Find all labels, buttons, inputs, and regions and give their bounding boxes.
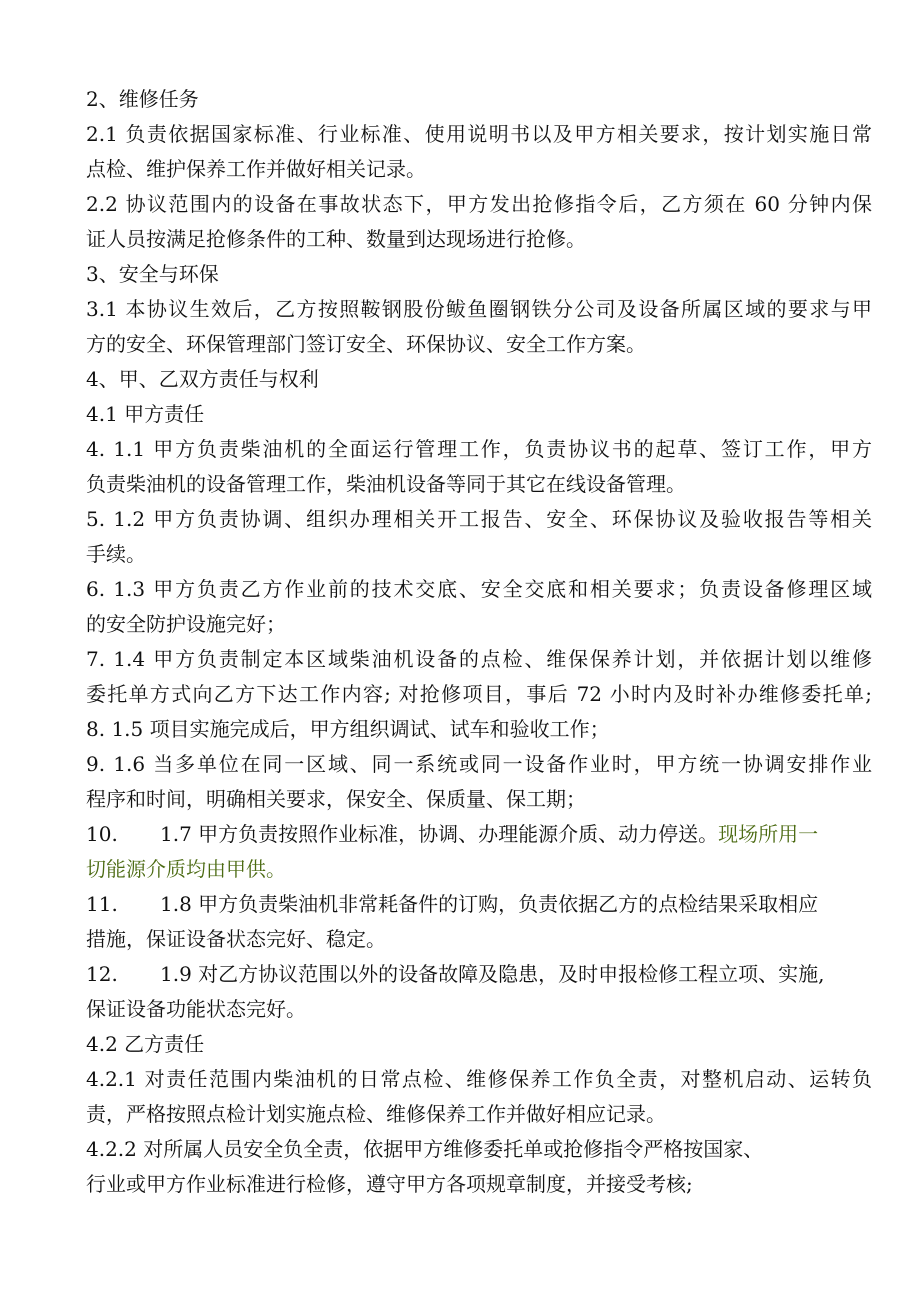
paragraph-line: 8. 1.5 项目实施完成后，甲方组织调试、试车和验收工作； <box>86 717 610 741</box>
subsection-heading-party-b: 4.2 乙方责任 <box>86 1032 205 1056</box>
paragraph-line: 措施，保证设备状态完好、稳定。 <box>86 927 386 951</box>
paragraph-line: 委托单方式向乙方下达工作内容; 对抢修项目，事后 72 小时内及时补办维修委托单; <box>86 682 872 706</box>
highlighted-text-line: 切能源介质均由甲供。 <box>86 857 286 881</box>
paragraph-line: 2.1 负责依据国家标准、行业标准、使用说明书以及甲方相关要求，按计划实施日常 <box>86 122 872 146</box>
item-text: 1.7 甲方负责按照作业标准，协调、办理能源介质、动力停送。 <box>160 822 719 846</box>
section-heading-responsibilities: 4、甲、乙双方责任与权利 <box>86 367 319 391</box>
item-number: 12. <box>86 962 118 986</box>
paragraph-line: 点检、维护保养工作并做好相关记录。 <box>86 157 426 181</box>
paragraph-line: 7. 1.4 甲方负责制定本区域柴油机设备的点检、维保保养计划，并依据计划以维修 <box>86 647 872 671</box>
item-text: 1.9 对乙方协议范围以外的设备故障及隐患，及时申报检修工程立项、实施, <box>160 962 825 986</box>
paragraph-line: 2.2 协议范围内的设备在事故状态下，甲方发出抢修指令后，乙方须在 60 分钟内保 <box>86 192 872 216</box>
paragraph-line: 证人员按满足抢修条件的工种、数量到达现场进行抢修。 <box>86 227 586 251</box>
section-heading-maintenance: 2、维修任务 <box>86 87 199 111</box>
paragraph-line: 保证设备功能状态完好。 <box>86 997 306 1021</box>
subsection-heading-party-a: 4.1 甲方责任 <box>86 402 205 426</box>
paragraph-line: 4.2.1 对责任范围内柴油机的日常点检、维修保养工作负全责，对整机启动、运转负 <box>86 1067 872 1091</box>
paragraph-line: 程序和时间，明确相关要求，保安全、保质量、保工期； <box>86 787 586 811</box>
paragraph-line: 6. 1.3 甲方负责乙方作业前的技术交底、安全交底和相关要求；负责设备修理区域 <box>86 577 872 601</box>
paragraph-line: 的安全防护设施完好； <box>86 612 286 636</box>
item-text: 1.8 甲方负责柴油机非常耗备件的订购，负责依据乙方的点检结果采取相应 <box>160 892 819 916</box>
paragraph-line <box>86 887 872 922</box>
paragraph-line: 负责柴油机的设备管理工作，柴油机设备等同于其它在线设备管理。 <box>86 472 686 496</box>
highlighted-text: 现场所用一 <box>718 822 819 846</box>
paragraph-line: 3.1 本协议生效后，乙方按照鞍钢股份鲅鱼圈钢铁分公司及设备所属区域的要求与甲 <box>86 297 872 321</box>
item-number: 11. <box>86 892 118 916</box>
paragraph-line: 手续。 <box>86 542 146 566</box>
paragraph-line-with-highlight <box>86 817 872 852</box>
paragraph-line: 方的安全、环保管理部门签订安全、环保协议、安全工作方案。 <box>86 332 646 356</box>
paragraph-line: 行业或甲方作业标准进行检修，遵守甲方各项规章制度，并接受考核; <box>86 1172 693 1196</box>
section-heading-safety: 3、安全与环保 <box>86 262 219 286</box>
paragraph-line: 9. 1.6 当多单位在同一区域、同一系统或同一设备作业时，甲方统一协调安排作业 <box>86 752 872 776</box>
paragraph-line: 4. 1.1 甲方负责柴油机的全面运行管理工作，负责协议书的起草、签订工作，甲方 <box>86 437 872 461</box>
paragraph-line: 4.2.2 对所属人员安全负全责，依据甲方维修委托单或抢修指令严格按国家、 <box>86 1137 764 1161</box>
paragraph-line: 责，严格按照点检计划实施点检、维修保养工作并做好相应记录。 <box>86 1102 666 1126</box>
item-number: 10. <box>86 822 118 846</box>
paragraph-line: 5. 1.2 甲方负责协调、组织办理相关开工报告、安全、环保协议及验收报告等相关 <box>86 507 872 531</box>
paragraph-line <box>86 957 872 992</box>
